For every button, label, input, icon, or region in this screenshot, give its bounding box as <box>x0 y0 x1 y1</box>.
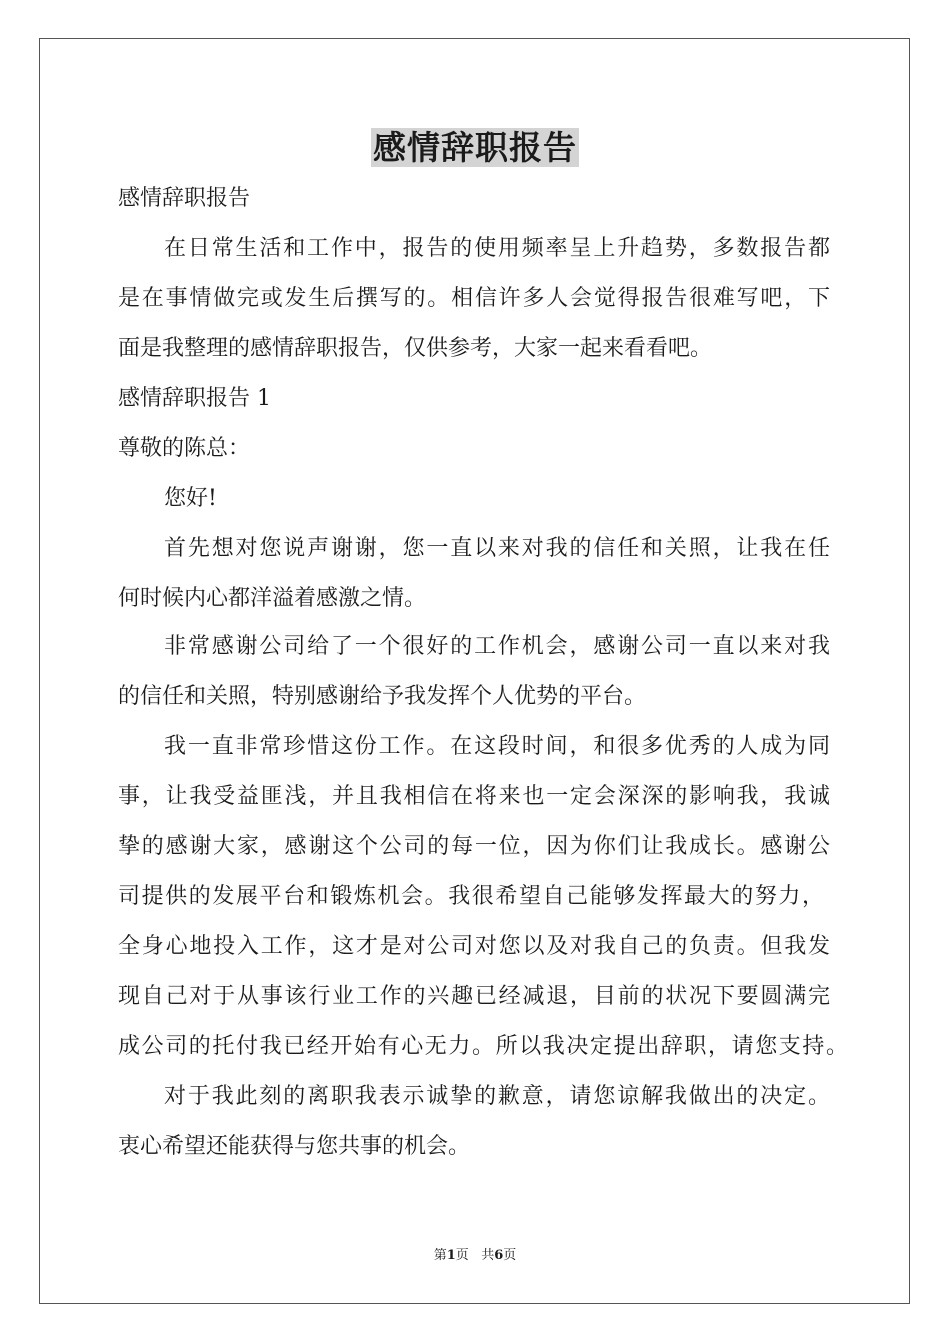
text-line: 面是我整理的感情辞职报告，仅供参考，大家一起来看看吧。 <box>118 336 713 361</box>
text-line: 我一直非常珍惜这份工作。在这段时间，和很多优秀的人成为同 <box>164 734 830 759</box>
page-prefix: 第 <box>433 1248 447 1263</box>
text-line: 何时候内心都洋溢着感激之情。 <box>118 586 427 611</box>
page-border <box>39 38 910 1304</box>
page-current: 1 <box>446 1248 456 1263</box>
title-text: 感情辞职报告 <box>373 128 577 167</box>
text-line: 对于我此刻的离职我表示诚挚的歉意，请您谅解我做出的决定。 <box>164 1084 830 1109</box>
text-line: 在日常生活和工作中，报告的使用频率呈上升趋势，多数报告都 <box>164 236 830 261</box>
text-line: 全身心地投入工作，这才是对公司对您以及对我自己的负责。但我发 <box>118 934 830 959</box>
text-line: 是在事情做完或发生后撰写的。相信许多人会觉得报告很难写吧，下 <box>118 286 830 311</box>
text-line: 非常感谢公司给了一个很好的工作机会，感谢公司一直以来对我 <box>164 634 830 659</box>
text-line: 事，让我受益匪浅，并且我相信在将来也一定会深深的影响我，我诚 <box>118 784 830 809</box>
text-line: 成公司的托付我已经开始有心无力。所以我决定提出辞职，请您支持。 <box>118 1034 848 1059</box>
text-line: 衷心希望还能获得与您共事的机会。 <box>118 1134 471 1159</box>
salutation: 尊敬的陈总： <box>118 436 251 461</box>
document-title <box>0 126 950 170</box>
page-total: 6 <box>494 1248 504 1263</box>
text-line: 现自己对于从事该行业工作的兴趣已经减退，目前的状况下要圆满完 <box>118 984 830 1009</box>
text-line: 的信任和关照，特别感谢给予我发挥个人优势的平台。 <box>118 684 647 709</box>
text-line: 挚的感谢大家，感谢这个公司的每一位，因为你们让我成长。感谢公 <box>118 834 830 859</box>
text-line: 感情辞职报告 1 <box>118 386 271 411</box>
text-line: 感情辞职报告 <box>118 186 251 211</box>
page-unit: 页 <box>455 1248 469 1263</box>
total-unit: 页 <box>503 1248 517 1263</box>
text-line: 司提供的发展平台和锻炼机会。我很希望自己能够发挥最大的努力， <box>118 884 824 909</box>
total-prefix: 共 <box>481 1248 495 1263</box>
text-line: 首先想对您说声谢谢，您一直以来对我的信任和关照，让我在任 <box>164 536 830 561</box>
page-footer <box>0 1247 950 1265</box>
greeting: 您好! <box>164 486 217 511</box>
